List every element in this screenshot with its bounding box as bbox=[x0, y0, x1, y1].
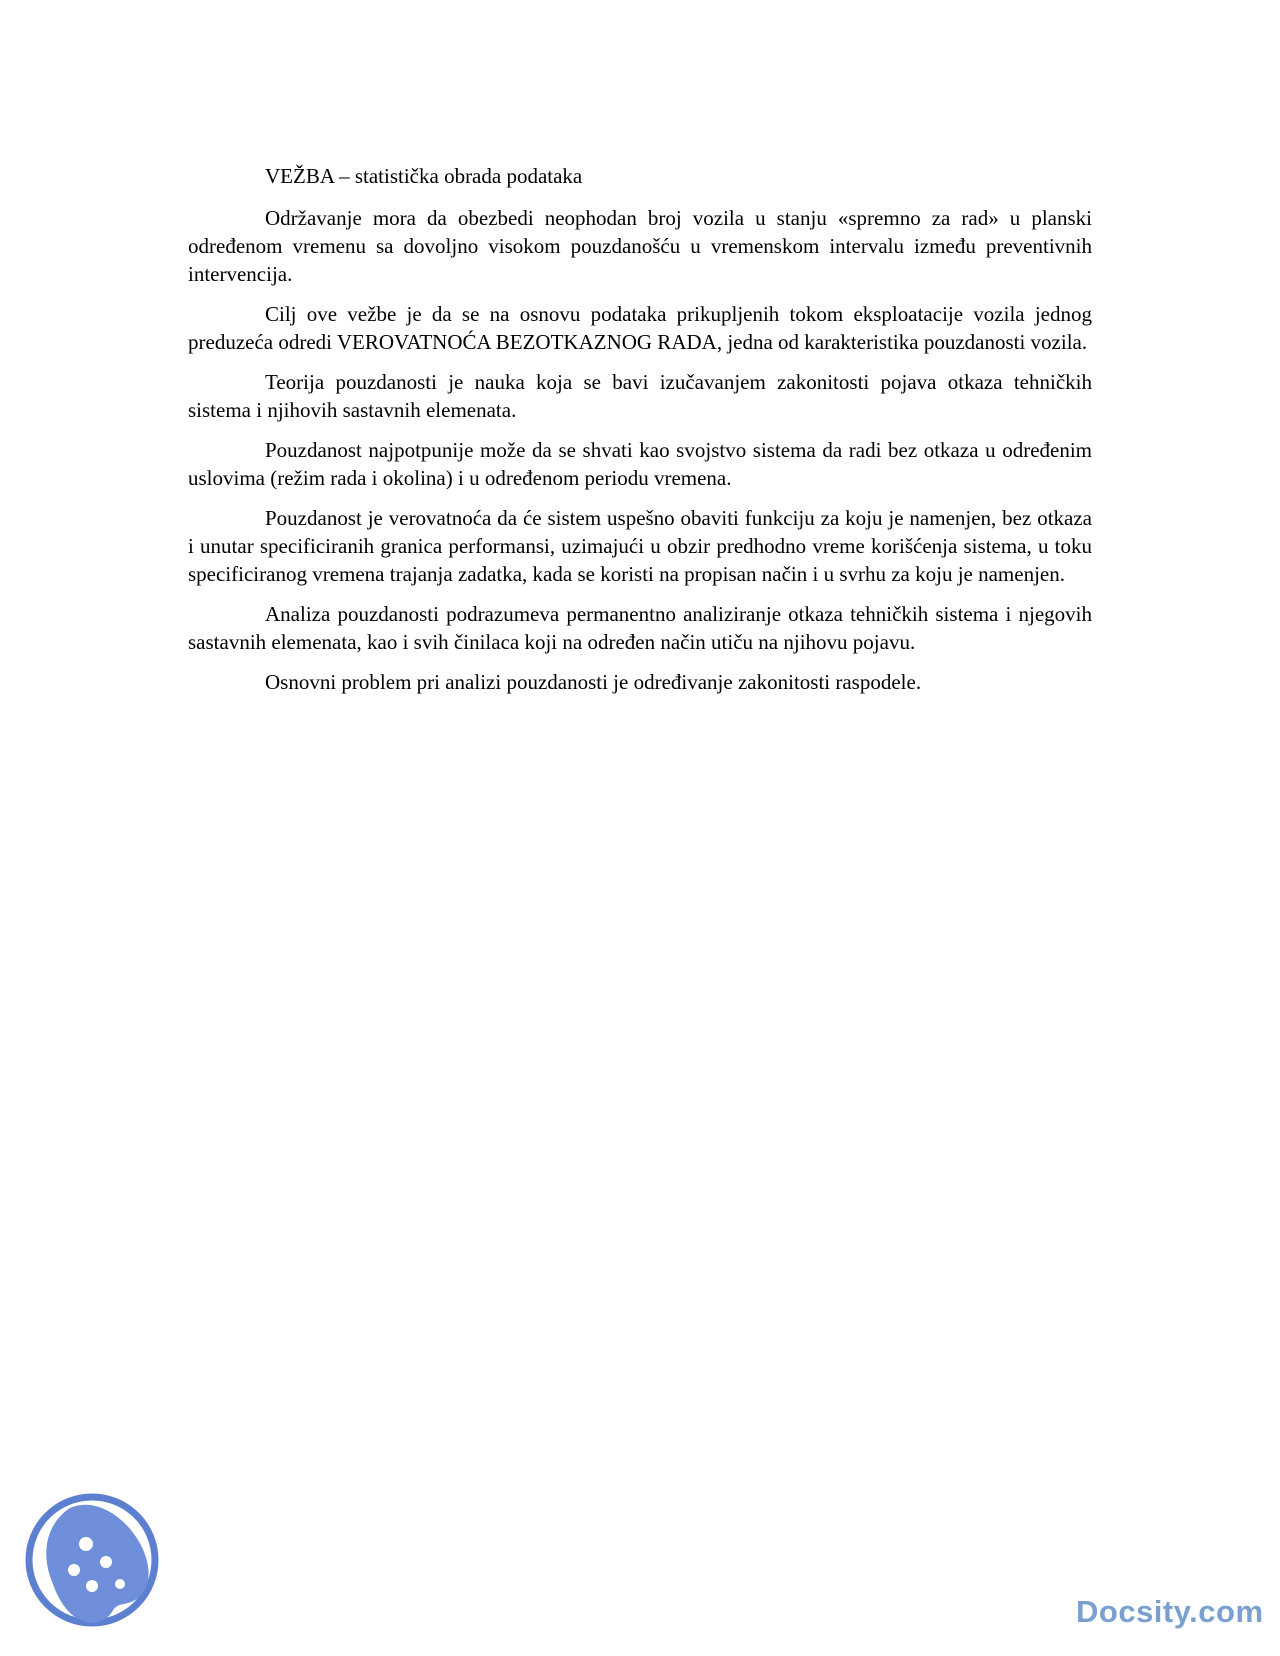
paragraph: Osnovni problem pri analizi pouzdanosti je određivanje zakonitosti raspodele. bbox=[265, 670, 922, 694]
paragraph: Pouzdanost najpotpunije može da se shvati kao svojstvo sistema da radi bez otkaza u određenim uslovima (režim rada i okolina) i u određenom periodu vremena. bbox=[188, 438, 1092, 490]
document-body bbox=[188, 162, 1092, 708]
docsity-logo-icon bbox=[22, 1490, 162, 1630]
docsity-brand-text: Docsity.com bbox=[1076, 1594, 1264, 1629]
paragraph: Održavanje mora da obezbedi neophodan broj vozila u stanju «spremno za rad» u planski određenom vremenu sa dovoljno visokom pouzdanošću u vremenskom intervalu između preventivnih intervencija. bbox=[188, 206, 1092, 286]
paragraph: Pouzdanost je verovatnoća da će sistem uspešno obaviti funkciju za koju je namenjen, bez otkaza i unutar specificiranih granica performansi, uzimajući u obzir predhodno vreme korišćenja sistema, u toku specificiranog vremena trajanja zadatka, kada se koristi na propisan način i u svrhu za koju je namenjen. bbox=[188, 506, 1092, 586]
paragraph: Cilj ove vežbe je da se na osnovu podataka prikupljenih tokom eksploatacije vozila jednog preduzeća odredi VEROVATNOĆA BEZOTKAZNOG RADA, jedna od karakteristika pouzdanosti vozila. bbox=[188, 302, 1092, 354]
paragraph: Analiza pouzdanosti podrazumeva permanentno analiziranje otkaza tehničkih sistema i njegovih sastavnih elemenata, kao i svih činilaca koji na određen način utiču na njihovu pojavu. bbox=[188, 602, 1092, 654]
document-title: VEŽBA – statistička obrada podataka bbox=[265, 164, 583, 188]
paragraph: Teorija pouzdanosti je nauka koja se bavi izučavanjem zakonitosti pojava otkaza tehničkih sistema i njihovih sastavnih elemenata. bbox=[188, 370, 1092, 422]
